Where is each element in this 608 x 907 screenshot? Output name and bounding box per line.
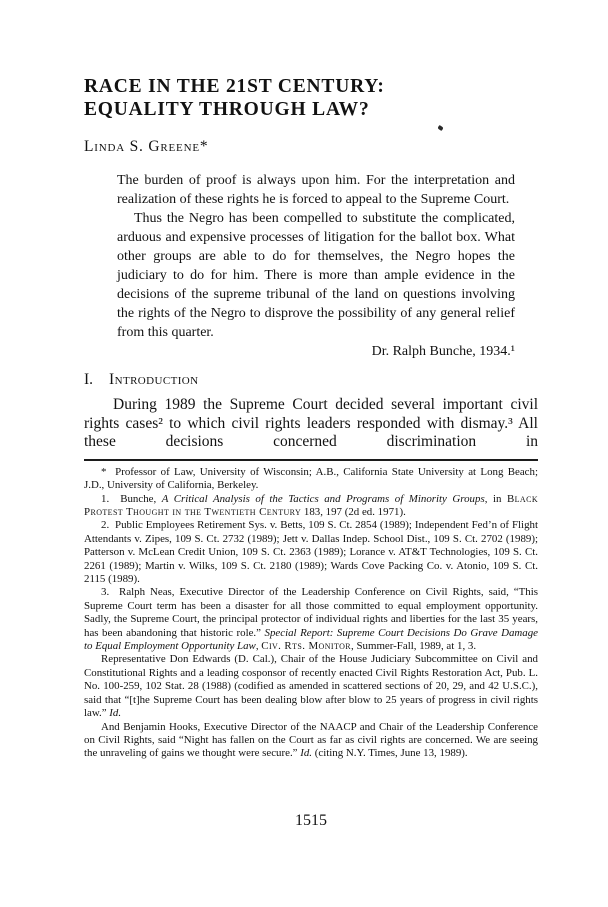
footnote-text-segment: Id. [109,707,122,720]
footnote-paragraph [84,653,538,720]
page-number: 1515 [295,812,327,829]
section-title: Introduction [109,371,199,388]
footnote-paragraph [84,586,538,653]
footnote-text-segment: Special Report: Supreme Court Decisions Do Grave Damage to Equal Employment Opportunity Law [84,626,538,653]
footnote-text-segment: * Professor of Law, University of Wisconsin; A.B., California State University at Long Beach; J.D., University of California, Berkeley. [84,465,538,492]
footnote-text-segment: Civ. Rts. Monitor [261,640,352,653]
footnote-text-segment: Id. [300,747,313,760]
footnote-text-segment: Representative Don Edwards (D. Cal.), Chair of the House Judiciary Subcommittee on Civil and Constitutional Rights and a leading cosponsor of recently enacted Civil Rights Restoration Act, Pub. L. No. 100-259, 102 Stat. 28 (1988) (codified as amended in scattered sections of 20, 29, and 42 U.S.C.), said that “[t]he Supreme Court has been dealing blow after blow to 25 years of progress in civil rights law.” [84,653,538,720]
quote-attribution: Dr. Ralph Bunche, 1934.¹ [371,344,515,359]
footnote-text-segment: And Benjamin Hooks, Executive Director of the NAACP and Chair of the Leadership Conference on Civil Rights, said “Night has fallen on the Court as far as civil rights are concerned. We are seeing the unraveling of gains we thought were secure.” [84,720,538,760]
quote-paragraph: The burden of proof is always upon him. For the interpretation and realization of these rights he is forced to appeal to the Supreme Court. [117,173,515,207]
footnote-separator [84,459,538,461]
footnote-paragraph [84,466,538,493]
footnote-text-segment: Black Protest Thought in the Twentieth Century [84,492,538,518]
footnote-text-segment: 1. Bunche, [101,492,162,505]
body-paragraph: During 1989 the Supreme Court decided several important civil rights cases² to which civil rights leaders responded with dismay.³ All these decisions concerned discrimination in [84,396,538,451]
article-title [84,76,538,121]
section-heading [84,370,538,389]
footnote-text-segment: (citing N.Y. Times, June 13, 1989). [312,747,468,760]
footnote-text-segment: 183, 197 (2d ed. 1971). [301,506,406,518]
footnote-paragraph [84,519,538,586]
section-number: I. [84,371,94,388]
footnote-text-segment: , [255,640,262,653]
quote-paragraph: Thus the Negro has been compelled to substitute the complicated, arduous and expensive processes of litigation for the ballot box. What other groups are able to do for themselves, the Negro hopes the judiciary to do for him. There is more than ample evidence in the decisions of the supreme tribunal of the land on questions involving the rights of the Negro to disprove the possibility of any general relief from this quarter. [117,211,515,340]
footnote-text-segment: , Summer-Fall, 1989, at 1, 3. [351,640,477,653]
ink-speck [437,124,443,130]
text-column [84,0,538,761]
footnote-text-segment: A Critical Analysis of the Tactics and Programs of Minority Groups [161,492,485,505]
title-line-1: RACE IN THE 21ST CENTURY: [84,76,385,97]
footnote-text-segment: 2. Public Employees Retirement Sys. v. Betts, 109 S. Ct. 2854 (1989); Independent Fed’n of Flight Attendants v. Zipes, 109 S. Ct. 2732 (1989); Jett v. Dallas Indep. School Dist., 109 S. Ct. 2702 (1989); Patterson v. McLean Credit Union, 109 S. Ct. 2363 (1989); Lorance v. AT&T Technologies, 109 S. Ct. 2261 (1989); Martin v. Wilks, 109 S. Ct. 2180 (1989); Wards Cove Packing Co. v. Atonio, 109 S. Ct. 2115 (1989). [84,519,538,586]
author-name: Linda S. Greene* [84,138,209,155]
footnotes [84,466,538,761]
footnote-text-segment: 3. Ralph Neas, Executive Director of the Leadership Conference on Civil Rights, said, “This Supreme Court term has been a disaster for all those committed to equal employment opportunity. Sadly, the Supreme Court, the principal protector of individual rights and liberties for the last 35 years, has been abandoning that historic role.” [84,586,538,639]
footnote-paragraph [84,721,538,761]
footnote-paragraph [84,493,538,520]
title-line-2: EQUALITY THROUGH LAW? [84,99,538,122]
footnote-text-segment: , in [484,492,507,505]
epigraph-quote [117,171,515,361]
